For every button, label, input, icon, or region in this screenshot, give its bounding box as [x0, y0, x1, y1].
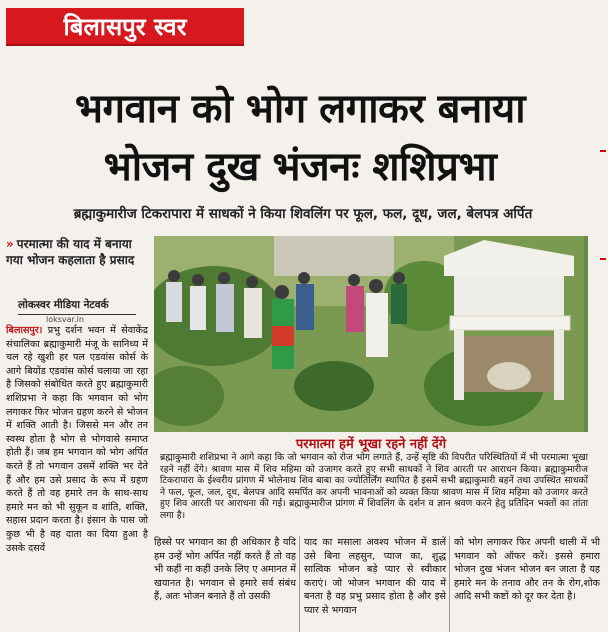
subheadline: ब्रह्माकुमारीज टिकरापारा में साधकों ने किया शिवलिंग पर फूल, फल, दूध, जल, बेलपत्र अर्पित — [73, 206, 533, 222]
article-column-4: को भोग लगाकर फिर अपनी थाली में भी भगवान को ऑफर करें। इससे हमारा भोजन दुख भंजन भोजन बन जाता है यह हमारे मन के तनाव और तन के रोग,शोक आदि सभी कष्टों को दूर कर देता है। — [454, 537, 600, 603]
article-column-3: याद का मसाला अवश्य भोजन में डालें उसे बिना लहसुन, प्याज का, शुद्ध सात्विक भोजन बड़े प्यार से स्वीकार कराएं। जो भोजन भगवान की याद में बनता है वह प्रभु प्रसाद होता है और इसे प्यार से भगवान — [304, 537, 446, 616]
divider — [600, 258, 606, 260]
column-divider — [449, 536, 450, 632]
news-photo — [154, 236, 588, 432]
callout — [6, 236, 144, 268]
callout-arrow-icon: » — [6, 237, 14, 251]
column-1-text: प्रभु दर्शन भवन में सेवाकेंद्र संचालिका ब्रह्माकुमारी मंजू के सानिध्य में चल रहे खुशी हर पल एडवांस कोर्स के आगे बियोंड एडवांस कोर्स चलाया जा रहा है जिसको संबोधित करते हुए ब्रह्माकुमारी शशिप्रभा ने कहा कि भगवान को भोग लगाकर फिर भोजन ग्रहण करने से भोजन में शक्ति आती है। जिससे मन और तन स्वस्थ होता है भोग से भोगवासे समाप्त होती हैं। जब हम भगवान को भोग अर्पित करते हैं तो भगवान उसमें शक्ति भर देते हैं और हम उसे प्रसाद के रूप में ग्रहण करते हैं तो वह हमारे तन के साथ-साथ हमारे मन को भी सुकून व शांति, शक्ति, सहास प्रदान करता है। इंसान के पास जो कुछ भी है वह दाता का दिया हुआ है उसके दसवें — [6, 325, 148, 554]
callout-text: परमात्मा की याद में बनाया गया भोजन कहलाता है प्रसाद — [6, 237, 135, 267]
photo-caption-title: परमात्मा हमें भूखा रहने नहीं देंगे — [295, 437, 447, 452]
byline: लोकस्वर मीडिया नेटवर्क — [18, 298, 136, 315]
section-label: बिलासपुर स्वर — [6, 8, 244, 46]
divider — [600, 150, 606, 152]
column-divider — [299, 536, 300, 632]
headline-line-1: भगवान को भोग लगाकर बनाया — [74, 86, 526, 132]
article-column-2: हिस्से पर भगवान का ही अधिकार है यदि हम उन्हें भोग अर्पित नहीं करते हैं तो वह भी कहीं ना कहीं उनके लिए ए अमानत में खयानत है। भगवान से हमारे सर्व संबंध हैं, अतः भोजन बनाते हैं तो उसकी — [154, 537, 296, 603]
dateline-place: बिलासपुर। — [6, 325, 43, 336]
photo-illustration — [154, 236, 588, 432]
article-column-1 — [6, 324, 148, 555]
website-text: loksvar.in — [46, 315, 84, 324]
headline-line-2: भोजन दुख भंजनः शशिप्रभा — [103, 144, 497, 190]
photo-caption-text: ब्रह्माकुमारी शशिप्रभा ने आगे कहा कि जो भगवान को रोज भोग लगाते हैं, उन्हें सृष्टि की विपरीत परिस्थितियों में भी परमात्मा भूखा रहने नहीं देंगे। श्रावण मास में शिव महिमा को उजागर करते हुए सभी साधकों ने शिव आरती पर आराधन किया। ब्रह्माकुमारीज टिकरापारा के ईश्वरीय प्रांगण में भोलेनाथ शिव बाबा का ज्योतिर्लिंग स्थापित है इसमें सभी ब्रह्माकुमारी बहनें तथा उपस्थित साधकों ने फल, फूल, जल, दूध, बेलपत्र आदि समर्पित कर अपनी भावनाओं को व्यक्त किया श्रावण मास में शिव महिमा को उजागर करते हुए शिव आरती पर आराधना की गई। ब्रह्माकुमारीज प्रांगण में शिवलिंग के दर्शन व ज्ञान श्रवण करने हेतु प्रतिदिन भक्तों का तांता लगा है। — [160, 452, 588, 521]
